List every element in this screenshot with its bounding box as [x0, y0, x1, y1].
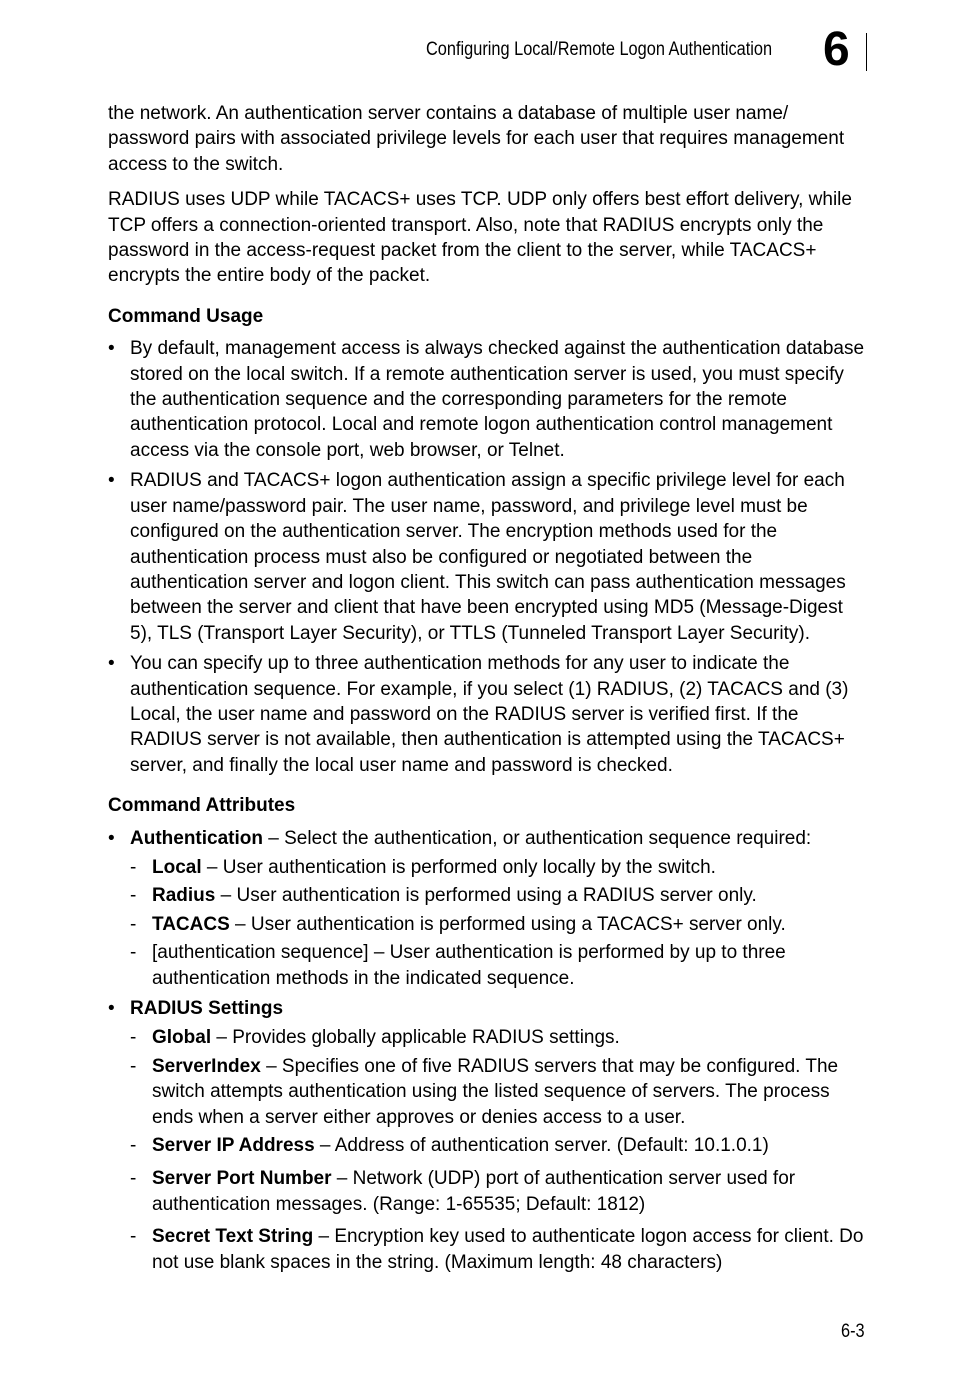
option-local [130, 855, 868, 880]
intro-paragraph-1: the network. An authentication server contains a database of multiple user name/ password pairs with associated privilege levels for each user that requires management access to the switch. [108, 103, 845, 175]
attribute-authentication [108, 826, 868, 991]
command-usage-heading: Command Usage [108, 305, 264, 327]
option-term: Local [152, 856, 202, 878]
page-number: 6-3 [841, 1321, 865, 1342]
option-desc: – Encryption key used to authenticate logon access for client. Do not use blank spaces in the string. (Maximum length: 48 characters) [152, 1226, 864, 1273]
command-attributes-list [108, 826, 868, 1276]
option-term: Global [152, 1027, 212, 1049]
radius-settings-options [130, 1025, 868, 1275]
running-header-title: Configuring Local/Remote Logon Authentication [426, 39, 773, 60]
option-term: Server Port Number [152, 1168, 332, 1190]
option-desc: – Provides globally applicable RADIUS settings. [211, 1027, 620, 1049]
option-tacacs [130, 912, 868, 937]
option-sequence [130, 940, 868, 991]
option-secret-text [130, 1224, 868, 1275]
option-radius [130, 883, 868, 908]
intro-paragraph-2: RADIUS uses UDP while TACACS+ uses TCP. UDP only offers best effort delivery, while TCP offers a connection-oriented transport. Also, note that RADIUS encrypts only the password in the access-request packet from the client to the server, while TACACS+ encrypts the entire body of the packet. [108, 189, 852, 287]
option-server-ip [130, 1133, 868, 1158]
option-desc: – User authentication is performed using a TACACS+ server only. [229, 913, 786, 935]
page-body [108, 101, 868, 1280]
option-desc: [authentication sequence] – User authentication is performed by up to three authentication methods in the indicated sequence. [152, 942, 786, 989]
option-desc: – User authentication is performed using a RADIUS server only. [215, 885, 757, 907]
option-term: Server IP Address [152, 1135, 315, 1157]
option-term: ServerIndex [152, 1055, 261, 1077]
option-desc: – User authentication is performed only locally by the switch. [201, 856, 716, 878]
attribute-term: Authentication [130, 827, 263, 849]
option-global [130, 1025, 868, 1050]
usage-item: • You can specify up to three authentication methods for any user to indicate the authentication sequence. For example, if you select (1) RADIUS, (2) TACACS and (3) Local, the user name and password on the RADIUS server is verified first. If the RADIUS server is not available, then authentication is attempted using the TACACS+ server, and finally the local user name and password is checked. [108, 651, 868, 778]
chapter-divider [866, 33, 867, 71]
option-server-index [130, 1054, 868, 1130]
attribute-term: RADIUS Settings [130, 998, 284, 1019]
attribute-radius-settings [108, 996, 868, 1275]
option-desc: – Address of authentication server. (Default: 10.1.0.1) [314, 1135, 769, 1157]
usage-item: • RADIUS and TACACS+ logon authentication assign a specific privilege level for each user name/password pair. The user name, password, and privilege level must be configured on the authentication server. The encryption methods used for the authentication process must also be configured or negotiated between the authentication server and logon client. This switch can pass authentication messages between the server and client that have been encrypted using MD5 (Message-Digest 5), TLS (Transport Layer Security), or TTLS (Tunneled Transport Layer Security). [108, 468, 868, 646]
chapter-number: 6 [823, 23, 850, 76]
command-usage-list [108, 336, 868, 778]
option-desc: – Specifies one of five RADIUS servers that may be configured. The switch attempts authentication using the listed sequence of servers. The process ends when a server either approves or denies access to a user. [152, 1055, 839, 1128]
option-term: Secret Text String [152, 1226, 314, 1248]
option-desc: – Network (UDP) port of authentication server used for authentication messages. (Range: 1-65535; Default: 1812) [152, 1168, 796, 1215]
option-server-port [130, 1166, 868, 1217]
command-attributes-heading: Command Attributes [108, 795, 296, 817]
authentication-options [130, 855, 868, 991]
attribute-desc: – Select the authentication, or authentication sequence required: [263, 827, 812, 849]
usage-item: • By default, management access is always checked against the authentication database stored on the local switch. If a remote authentication server is used, you must specify the authentication sequence and the corresponding parameters for the remote authentication protocol. Local and remote logon authentication control management access via the console port, web browser, or Telnet. [108, 336, 868, 463]
option-term: TACACS [152, 913, 230, 935]
option-term: Radius [152, 885, 216, 907]
